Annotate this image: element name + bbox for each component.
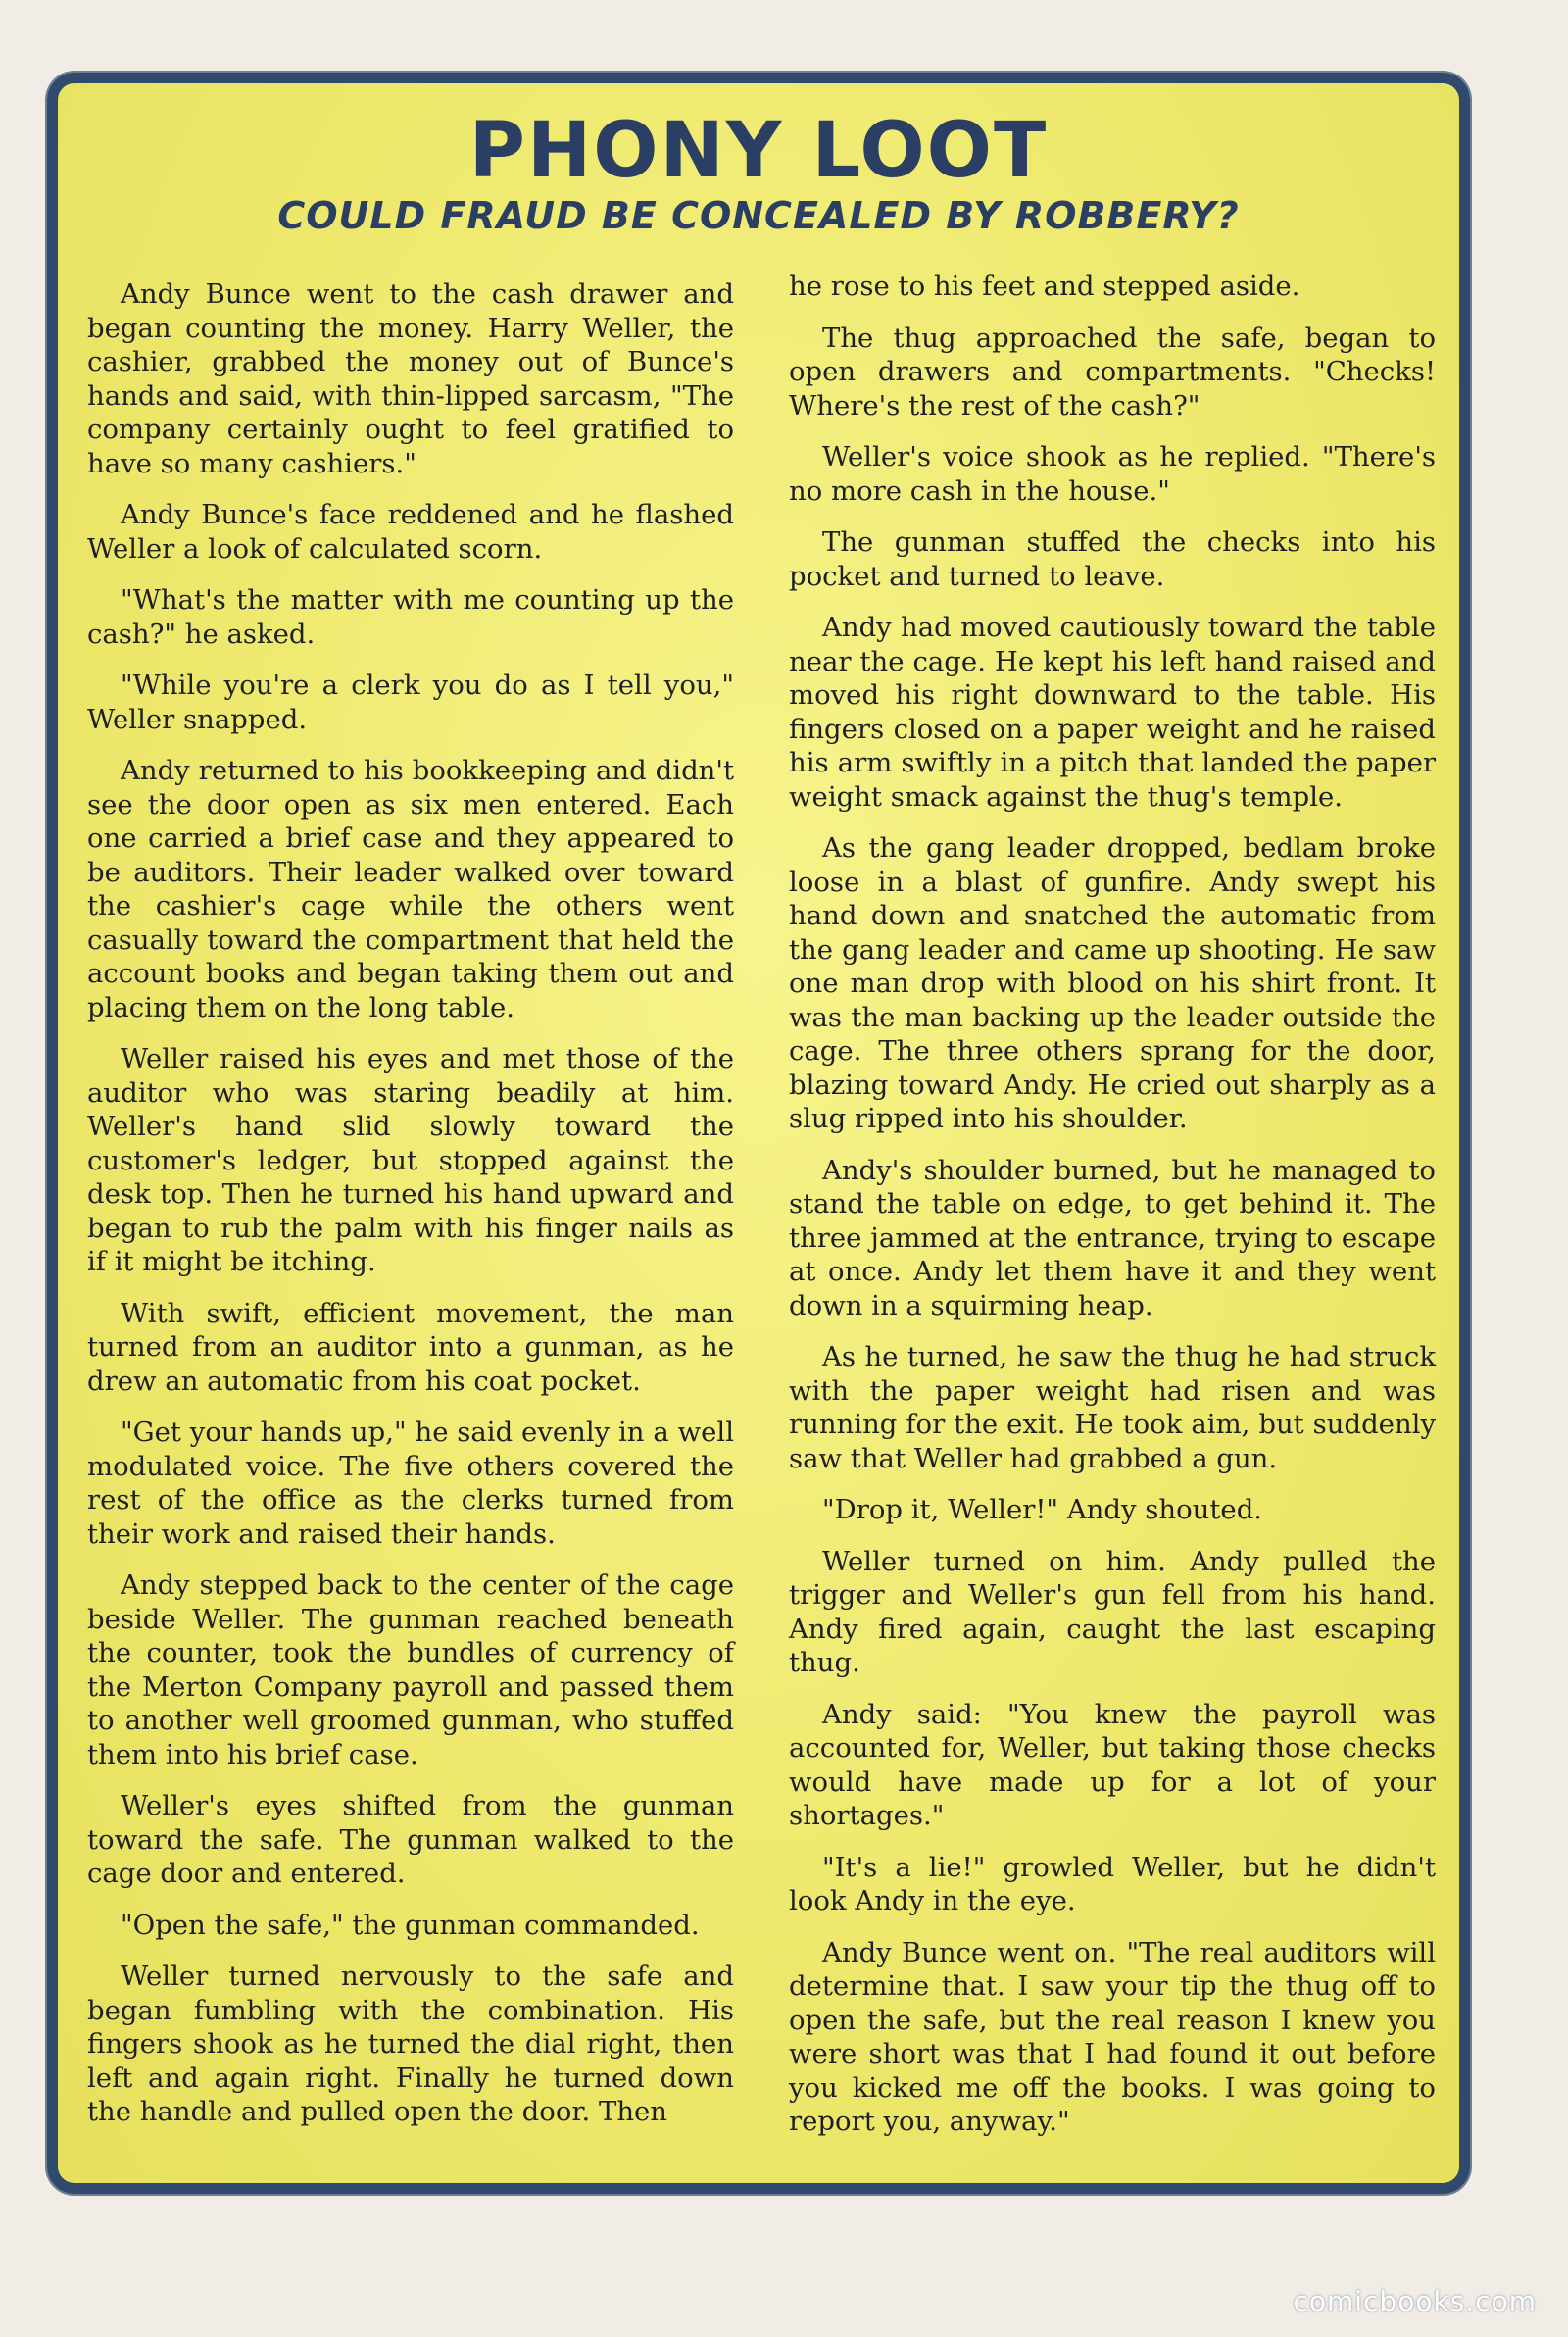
paragraph: "What's the matter with me counting up the cash?" he asked. — [87, 584, 734, 650]
story-subtitle: COULD FRAUD BE CONCEALED BY ROBBERY? — [277, 194, 1240, 237]
paragraph: Weller's voice shook as he replied. "There's no more cash in the house." — [789, 441, 1436, 507]
paragraph: Andy returned to his bookkeeping and didn't see the door open as six men entered. Each one carried a brief case and they appeared to be auditors. Their leader walked over toward the cashier's cage while the others went casually toward the compartment that held the account books and began taking them out and placing them on the long table. — [87, 755, 734, 1023]
paragraph: Weller turned nervously to the safe and began fumbling with the combination. His fingers shook as he turned the dial right, then left and again right. Finally he turned down the handle and pulled open the door. Then — [87, 1961, 734, 2127]
site-watermark: comicbooks.com — [1293, 2285, 1537, 2317]
paragraph: Andy stepped back to the center of the cage beside Weller. The gunman reached beneath the counter, took the bundles of currency of the Merton Company payroll and passed them to another well groomed gunman, who stuffed them into his brief case. — [87, 1569, 734, 1770]
paragraph: With swift, efficient movement, the man turned from an auditor into a gunman, as he drew an automatic from his coat pocket. — [87, 1297, 734, 1397]
paragraph: Andy said: "You knew the payroll was accounted for, Weller, but taking those checks would have made up for a lot of your shortages." — [789, 1698, 1436, 1831]
paragraph: Weller turned on him. Andy pulled the trigger and Weller's gun fell from his hand. Andy fired again, caught the last escaping thug. — [789, 1545, 1436, 1678]
paragraph: Andy's shoulder burned, but he managed to stand the table on edge, to get behind it. The three jammed at the entrance, trying to escape at once. Andy let them have it and they went down in a squirming heap. — [789, 1154, 1436, 1321]
paragraph: Weller's eyes shifted from the gunman toward the safe. The gunman walked to the cage door and entered. — [87, 1790, 734, 1889]
paragraph: "Get your hands up," he said evenly in a well modulated voice. The five others covered the rest of the office as the clerks turned from their work and raised their hands. — [87, 1417, 734, 1550]
paragraph: "While you're a clerk you do as I tell you," Weller snapped. — [87, 670, 734, 735]
paragraph: "Drop it, Weller!" Andy shouted. — [822, 1494, 1263, 1525]
paragraph: As the gang leader dropped, bedlam broke loose in a blast of gunfire. Andy swept his hand down and snatched the automatic from the gang leader and came up shooting. He saw one man drop with blood on his shirt front. It was the man backing up the leader outside the cage. The three others sprang for the door, blazing toward Andy. He cried out sharply as a slug ripped into his shoulder. — [789, 832, 1436, 1134]
paragraph: Andy had moved cautiously toward the table near the cage. He kept his left hand raised and moved his right downward to the table. His fingers closed on a paper weight and he raised his arm swiftly in a pitch that landed the paper weight smack against the thug's temple. — [789, 612, 1436, 813]
paragraph: Andy Bunce's face reddened and he flashed Weller a look of calculated scorn. — [87, 499, 734, 565]
paragraph: The thug approached the safe, began to open drawers and compartments. "Checks! Where's the rest of the cash?" — [789, 322, 1436, 422]
paragraph: Andy Bunce went on. "The real auditors will determine that. I saw your tip the thug off to open the safe, but the real reason I knew you were short was that I had found it out before you kicked me off the books. I was going to report you, anyway." — [789, 1936, 1436, 2137]
paragraph: As he turned, he saw the thug he had struck with the paper weight had risen and was running for the exit. He took aim, but suddenly saw that Weller had grabbed a gun. — [789, 1341, 1436, 1474]
paragraph: The gunman stuffed the checks into his pocket and turned to leave. — [789, 526, 1436, 592]
paragraph-continued: he rose to his feet and stepped aside. — [789, 271, 1300, 302]
paragraph: Weller raised his eyes and met those of the auditor who was staring beadily at him. Weller's hand slid slowly toward the customer's ledger, but stopped against the desk top. Then he turned his hand upward and began to rub the palm with his finger nails as if it might be itching. — [87, 1043, 734, 1277]
story-title: PHONY LOOT — [468, 107, 1049, 195]
left-column — [87, 277, 734, 2147]
paragraph: "Open the safe," the gunman commanded. — [121, 1909, 700, 1941]
story-panel — [47, 73, 1470, 2194]
paragraph: Andy Bunce went to the cash drawer and began counting the money. Harry Weller, the cashier, grabbed the money out of Bunce's hands and said, with thin-lipped sarcasm, "The company certainly ought to feel gratified to have so many cashiers." — [87, 278, 734, 479]
paragraph: "It's a lie!" growled Weller, but he didn't look Andy in the eye. — [789, 1851, 1436, 1916]
right-column — [789, 270, 1436, 2157]
